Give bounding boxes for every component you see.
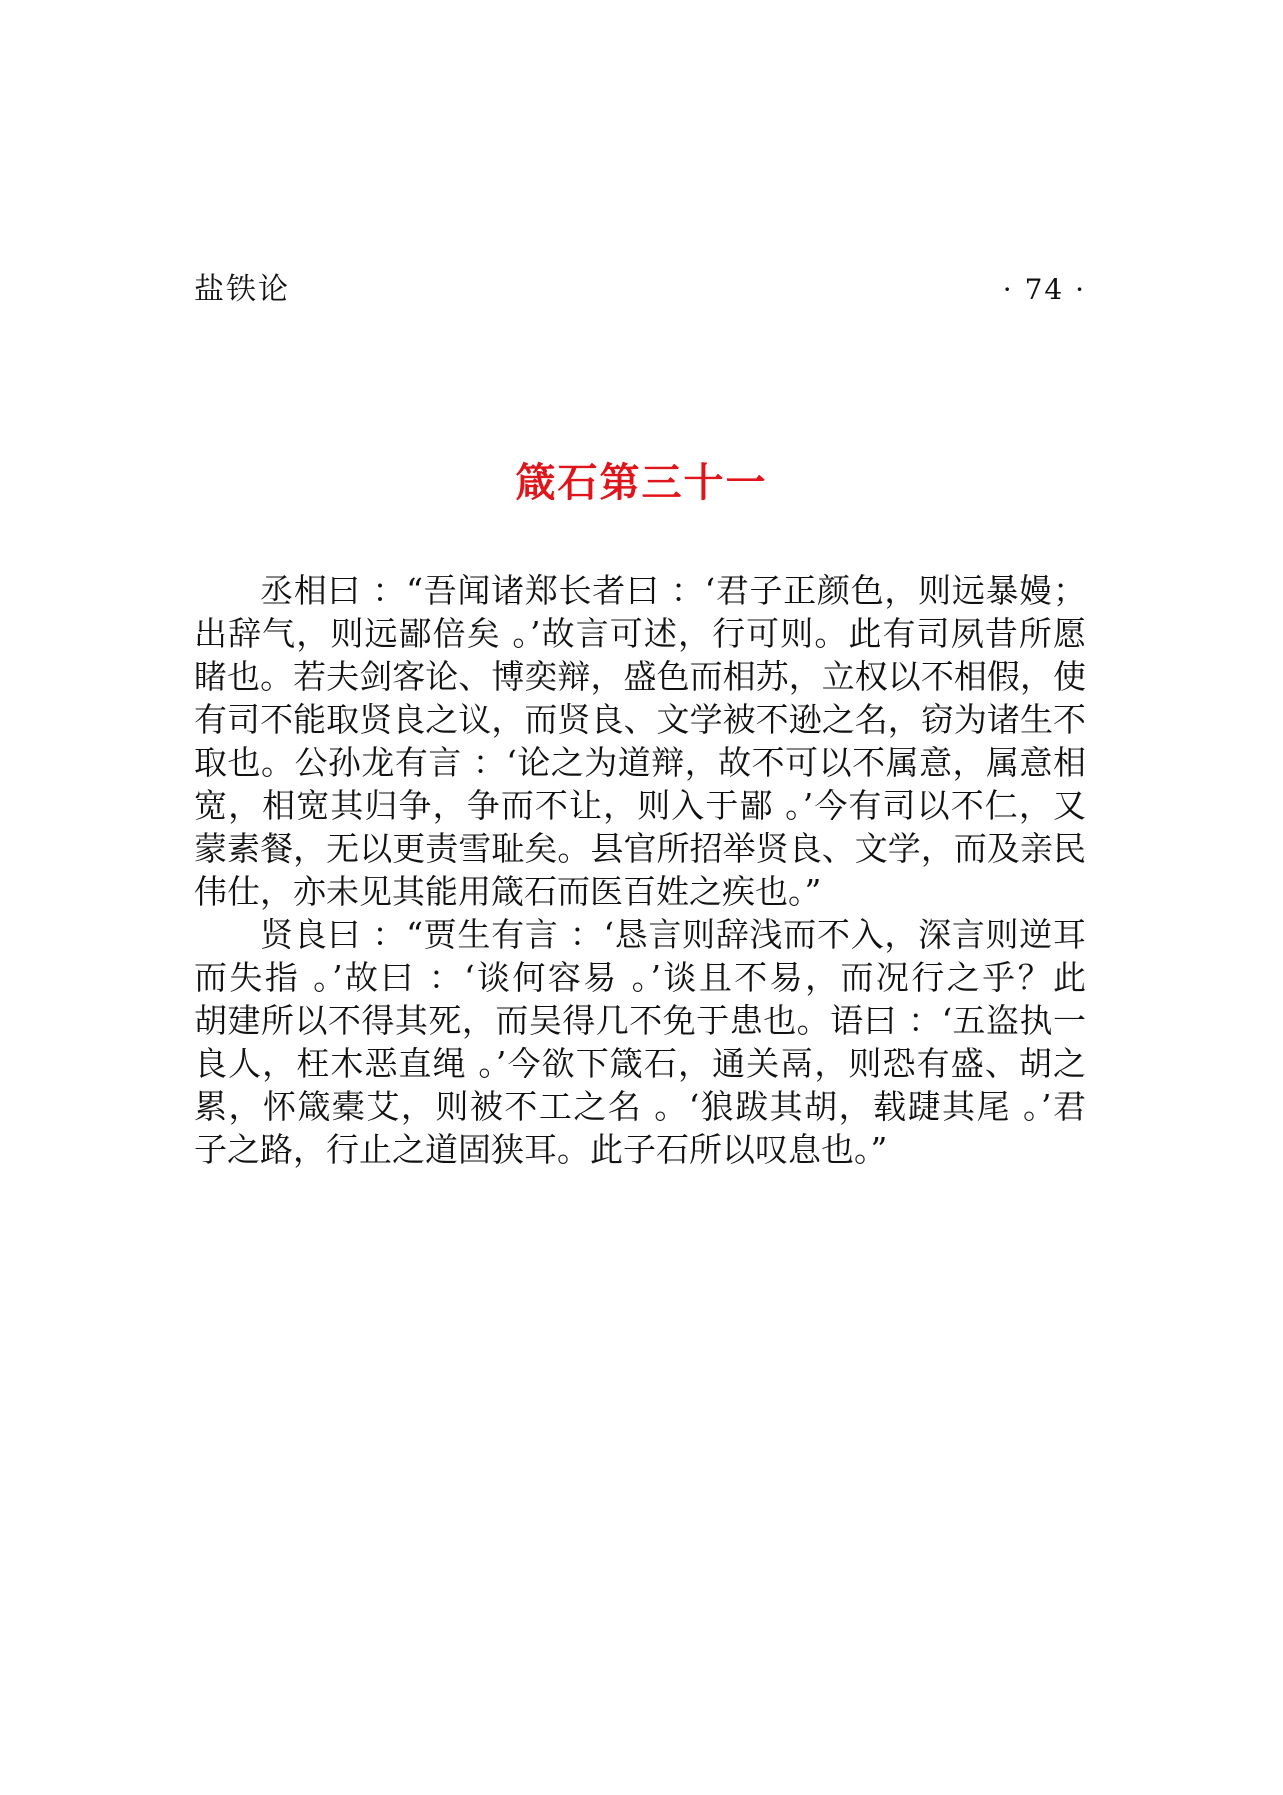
chapter-title: 箴石第三十一 bbox=[515, 460, 768, 506]
text-line: 子之路，行止之道固狭耳。此子石所以叹息也。” bbox=[194, 1130, 888, 1169]
running-header bbox=[194, 268, 1086, 312]
text-line: 贤良曰 ：“贾生有言 ：‘恳言则辞浅而不入，深言则逆耳 bbox=[260, 915, 1086, 954]
text-line: 良人，枉木恶直绳 。’今欲下箴石，通关鬲，则恐有盛、胡之 bbox=[194, 1044, 1086, 1083]
text-line: 睹也。若夫剑客论、博奕辩，盛色而相苏，立权以不相假，使 bbox=[194, 657, 1086, 696]
paragraph-1 bbox=[194, 569, 1086, 913]
text-line: 出辞气，则远鄙倍矣 。’故言可述，行可则。此有司夙昔所愿 bbox=[194, 614, 1086, 653]
book-title: 盐铁论 bbox=[194, 272, 290, 307]
text-line: 伟仕，亦未见其能用箴石而医百姓之疾也。” bbox=[194, 872, 822, 911]
text-line: 胡建所以不得其死，而吴得几不免于患也。语曰 ：‘五盗执一 bbox=[194, 1001, 1086, 1040]
body-text bbox=[194, 569, 1086, 1171]
page-number: · 74 · bbox=[1002, 273, 1086, 306]
text-line: 丞相曰 ：“吾闻诸郑长者曰 ：‘君子正颜色，则远暴嫚； bbox=[260, 571, 1086, 610]
text-line: 蒙素餐，无以更责雪耻矣。县官所招举贤良、文学，而及亲民 bbox=[194, 829, 1086, 868]
text-line: 宽，相宽其归争，争而不让，则入于鄙 。’今有司以不仁，又 bbox=[194, 786, 1086, 825]
text-line: 累，怀箴橐艾，则被不工之名 。‘狼跋其胡，载踕其尾 。’君 bbox=[194, 1087, 1086, 1126]
paragraph-2 bbox=[194, 913, 1086, 1171]
text-line: 而失指 。’故曰 ：‘谈何容易 。’谈且不易，而况行之乎？此 bbox=[194, 958, 1086, 997]
text-line: 取也。公孙龙有言 ：‘论之为道辩，故不可以不属意，属意相 bbox=[194, 743, 1086, 782]
text-line: 有司不能取贤良之议，而贤良、文学被不逊之名，窃为诸生不 bbox=[194, 700, 1086, 739]
